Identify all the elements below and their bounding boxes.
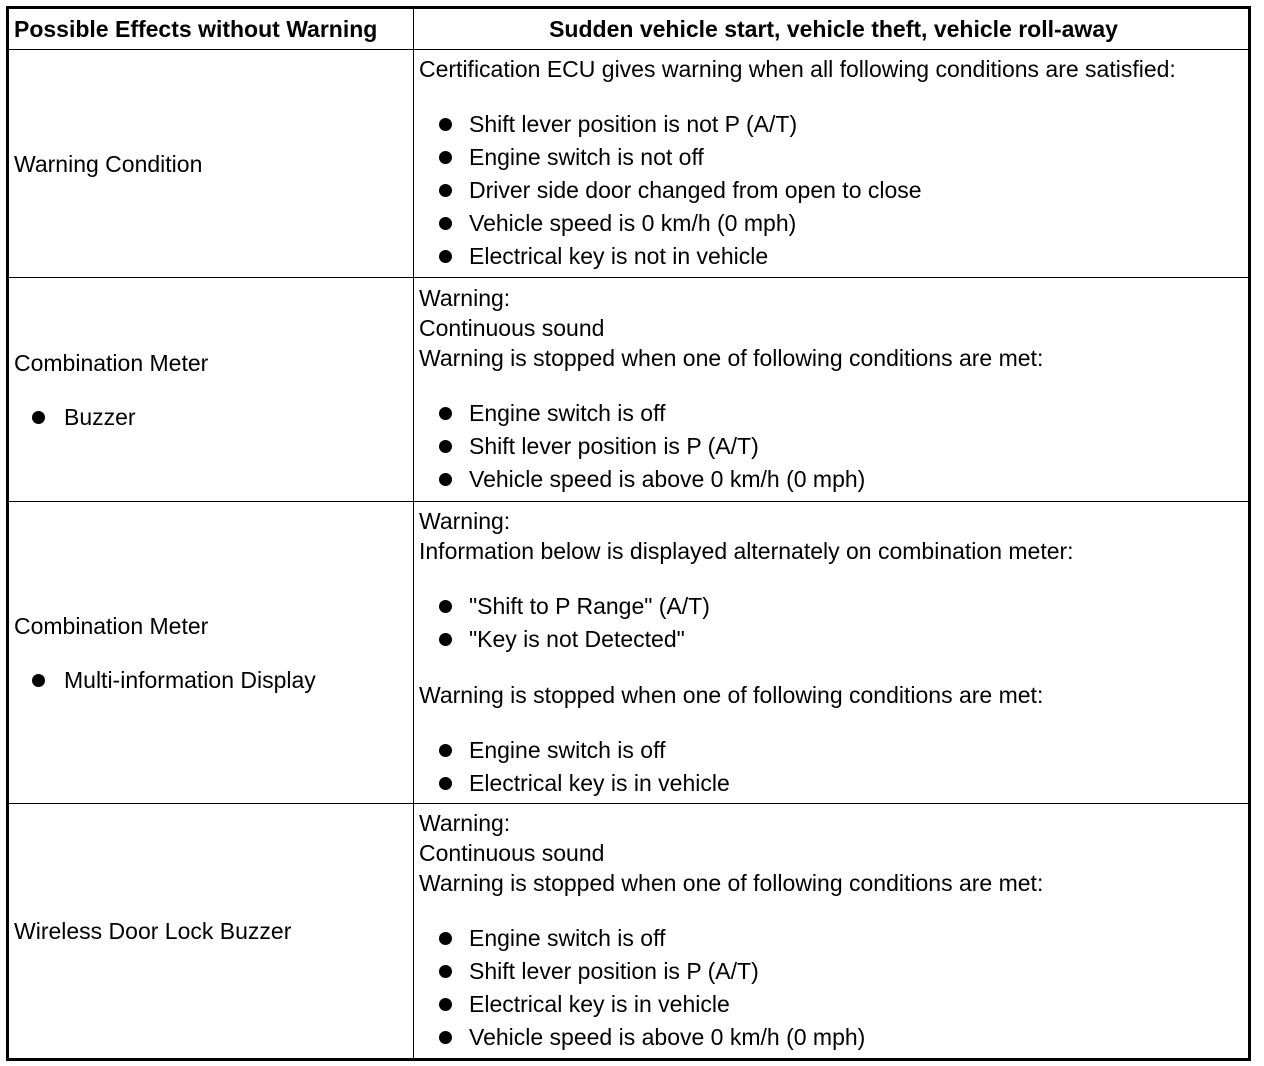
row-label: Combination Meter — [14, 612, 209, 639]
row-label-cell — [8, 804, 414, 1060]
sub-item-list — [14, 402, 413, 432]
row-label: Wireless Door Lock Buzzer — [14, 918, 292, 944]
row-label: Combination Meter — [14, 349, 209, 376]
condition-list — [419, 397, 1248, 496]
intro-text: Warning is stopped when one of following conditions are met: — [419, 345, 1044, 371]
list-item: Engine switch is off — [419, 734, 1248, 767]
row-label: Warning Condition — [14, 150, 203, 177]
intro-text: Warning is stopped when one of following conditions are met: — [419, 681, 1044, 708]
list-item: Vehicle speed is above 0 km/h (0 mph) — [419, 463, 1248, 496]
row-description-cell — [414, 50, 1250, 278]
list-item: Shift lever position is P (A/T) — [419, 955, 1248, 988]
list-item: Engine switch is not off — [419, 141, 1248, 174]
intro-text: Certification ECU gives warning when all following conditions are satisfied: — [419, 56, 1176, 82]
list-item: Electrical key is in vehicle — [419, 988, 1248, 1021]
intro-text: Warning: — [419, 507, 511, 534]
header-possible-effects: Possible Effects without Warning — [8, 8, 414, 50]
list-item: Vehicle speed is 0 km/h (0 mph) — [419, 207, 1248, 240]
intro-text: Information below is displayed alternately on combination meter: — [419, 537, 1074, 564]
list-item: Engine switch is off — [419, 922, 1248, 955]
table-row-combination-meter-display — [8, 502, 1250, 804]
table-row-combination-meter-buzzer — [8, 278, 1250, 502]
row-label-cell — [8, 502, 414, 804]
message-list — [419, 590, 1248, 656]
list-item: Driver side door changed from open to close — [419, 174, 1248, 207]
row-label-cell — [8, 50, 414, 278]
list-item: Engine switch is off — [419, 397, 1248, 430]
intro-text: Warning is stopped when one of following conditions are met: — [419, 870, 1044, 896]
list-item: Electrical key is not in vehicle — [419, 240, 1248, 273]
row-description-cell — [414, 278, 1250, 502]
list-item: Shift lever position is P (A/T) — [419, 430, 1248, 463]
list-item: Shift lever position is not P (A/T) — [419, 108, 1248, 141]
intro-text: Continuous sound — [419, 315, 605, 341]
table-row-wireless-door-lock-buzzer — [8, 804, 1250, 1060]
intro-text: Warning: — [419, 285, 511, 311]
list-item: "Shift to P Range" (A/T) — [419, 590, 1248, 623]
intro-text: Continuous sound — [419, 840, 605, 866]
list-item: Buzzer — [14, 402, 413, 432]
list-item: Multi-information Display — [14, 665, 413, 695]
table-row-warning-condition — [8, 50, 1250, 278]
row-description-cell — [414, 502, 1250, 804]
intro-text: Warning: — [419, 810, 511, 836]
condition-list — [419, 108, 1248, 273]
table-header-row — [8, 8, 1250, 50]
row-description-cell — [414, 804, 1250, 1060]
list-item: "Key is not Detected" — [419, 623, 1248, 656]
condition-list — [419, 922, 1248, 1054]
header-effects-description: Sudden vehicle start, vehicle theft, vehicle roll-away — [414, 8, 1250, 50]
row-label-cell — [8, 278, 414, 502]
list-item: Electrical key is in vehicle — [419, 767, 1248, 800]
sub-item-list — [14, 665, 413, 695]
condition-list — [419, 734, 1248, 800]
list-item: Vehicle speed is above 0 km/h (0 mph) — [419, 1021, 1248, 1054]
warning-table — [6, 6, 1251, 1061]
